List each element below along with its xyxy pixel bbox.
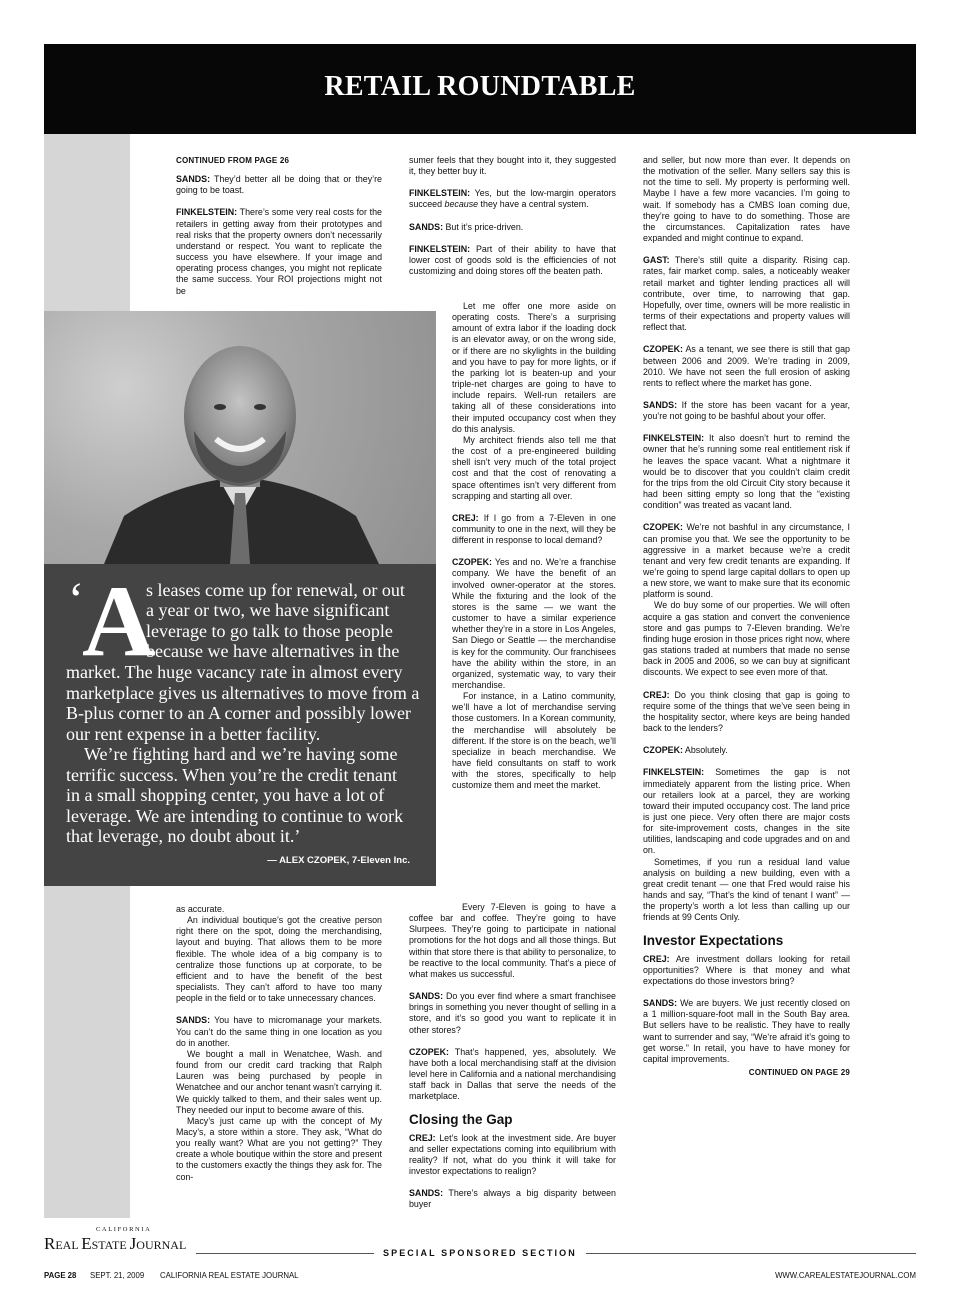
logo-main-text: REAL ESTATE JOURNAL: [44, 1234, 187, 1253]
website-url: WWW.CAREALESTATEJOURNAL.COM: [775, 1271, 916, 1280]
paragraph: as accurate.: [176, 904, 225, 914]
issue-date: SEPT. 21, 2009: [90, 1271, 145, 1280]
paragraph: SANDS: They’d better all be doing that or they’re going to be toast.: [176, 174, 382, 196]
quote-line: because we have alternatives in the: [146, 641, 400, 661]
speaker: CREJ:: [409, 1132, 436, 1143]
paragraph: and seller, but now more than ever. It depends on the motivation of the seller. Many sellers say this is not the time to sell. My property is performing well. Maybe I have a few more vacancies. I’m going to wait. If somebody has a CMBS loan coming due, they’re going to have to do something. Those are the circumstances. Capitalization rates have expanded and might continue to expand.: [643, 155, 850, 244]
quote-line: terrific success. When you’re the credit tenant: [66, 765, 398, 785]
quote-line: leverage. We are intending to continue to work: [66, 806, 404, 826]
paragraph: GAST: There’s still quite a disparity. Rising cap. rates, fair market comp. sales, a noticeably weaker retail market and tighter lending practices all will contribute, over time, to narrowing that gap. Hopefully, over time, owners will be more realistic in terms of their expectations and property values will reflect that.: [643, 255, 850, 333]
continued-on: CONTINUED ON PAGE 29: [748, 1068, 850, 1078]
paragraph: CZOPEK: Absolutely.: [643, 745, 728, 756]
sponsored-section-label: SPECIAL SPONSORED SECTION: [383, 1248, 577, 1258]
speaker: CZOPEK:: [643, 344, 683, 355]
paragraph: FINKELSTEIN: Sometimes the gap is not immediately apparent from the listing price. When our retailers look at a parcel, they are working toward their imputed occupancy cost. The land price is just one piece. Very often there are major costs for site-improvement costs, changes in the site utilities, landscaping and code upgrades and on and on.: [643, 767, 850, 856]
speaker: SANDS:: [176, 1015, 211, 1026]
publication-logo: [44, 1224, 194, 1254]
quote-line: We’re fighting hard and we’re having some: [84, 744, 398, 764]
paragraph: SANDS: You have to micromanage your markets. You can’t do the same thing in one location as you do in another.: [176, 1015, 382, 1048]
divider-line-left: [196, 1253, 374, 1254]
speaker: GAST:: [643, 255, 670, 266]
subheading-investor-expectations: Investor Expectations: [643, 932, 784, 948]
paragraph: CREJ: Are investment dollars looking for retail opportunities? Where is that money and what expectations do those investors bring?: [643, 953, 850, 986]
quote-line: leverage to go talk to those people: [146, 621, 393, 641]
speaker: FINKELSTEIN:: [643, 767, 705, 778]
speaker: SANDS:: [409, 991, 444, 1002]
paragraph: SANDS: There’s always a big disparity between buyer: [409, 1188, 616, 1210]
speaker: CZOPEK:: [643, 745, 683, 756]
paragraph: We bought a mall in Wenatchee, Wash. and found from our credit card tracking that Ralph Lauren was being purchased by people in Wenatchee and our anchor tenant wasn’t carrying it. We quickly talked to them, and their sales went up. They needed our input to become aware of this.: [176, 1048, 382, 1115]
column-1-top: [176, 155, 382, 308]
speaker: FINKELSTEIN:: [643, 433, 705, 444]
column-2-top: [409, 155, 616, 288]
quote-line: marketplace gives us alternatives to move from a: [66, 683, 420, 703]
subheading-closing-the-gap: Closing the Gap: [409, 1111, 513, 1127]
paragraph: Macy’s just came up with the concept of My Macy’s, a store within a store. They ask, “What do you really want? What are you not getting?” They create a whole boutique within the store and present to the customers exactly the things they ask for. The con-: [176, 1115, 382, 1182]
paragraph: CREJ: Do you think closing that gap is going to require some of the things that we’ve seen being in the hospitality sector, where keys are being handed back to the lenders?: [643, 689, 850, 734]
speaker: CREJ:: [643, 689, 670, 700]
paragraph: My architect friends also tell me that the cost of a pre-engineered building shell isn’t very much of the total project cost and that the cost of renovating a space oftentimes isn’t very different from scrapping and starting all over.: [452, 434, 616, 501]
speaker: CREJ:: [452, 512, 479, 523]
section-title: RETAIL ROUNDTABLE: [324, 71, 636, 102]
speaker: FINKELSTEIN:: [409, 188, 471, 199]
open-quote-mark: ‘: [68, 573, 84, 626]
paragraph: FINKELSTEIN: There’s some very real costs for the retailers in getting away from their prototypes and real risks that the property owners don’t necessarily understand or respect. You want to replicate the success you have elsewhere. If your image and operating process changes, you might not replicate the same success. Your ROI projections might not be: [176, 207, 382, 296]
paragraph: An individual boutique’s got the creative person right there on the spot, doing the merchandising, layout and buying. That allows them to be more flexible. The whole idea of a big company is to centralize those functions up at corporate, to be efficient and to have the benefit of the best specialists. They can’t afford to have too many people in the field or to take unnecessary chances.: [176, 915, 382, 1004]
paragraph: CZOPEK: We’re not bashful in any circumstance, I can promise you that. We see the opportunity to be aggressive in a market because we’re a credit tenant and very few credit tenants are expanding. If we’re going to spend large capital dollars to open up a new store, we want to make sure that its economic platform is sound.: [643, 522, 850, 600]
speaker: CZOPEK:: [643, 522, 683, 533]
publication-name: CALIFORNIA REAL ESTATE JOURNAL: [160, 1271, 299, 1280]
paragraph: FINKELSTEIN: Yes, but the low-margin operators succeed because they have a central system.: [409, 188, 616, 210]
paragraph: Let me offer one more aside on operating costs. There’s a surprising amount of extra labor if the loading dock is an elevator away, or on the wrong side, or if there are no skylights in the building and you have to pay for more lights, or if the parking lot is beaten-up and your triple-net charges are going to have to include repairs. Well-run retailers are taking all of these considerations into their imputed occupancy cost when they do this analysis.: [452, 301, 616, 434]
quote-line: market. The huge vacancy rate in almost every: [66, 662, 403, 682]
page-number: PAGE 28: [44, 1271, 77, 1280]
speaker: FINKELSTEIN:: [409, 243, 471, 254]
speaker: SANDS:: [409, 221, 444, 232]
speaker: CZOPEK:: [409, 1046, 449, 1057]
logo-small-text: CALIFORNIA: [96, 1226, 152, 1233]
paragraph: CREJ: Let’s look at the investment side. Are buyer and seller expectations coming into equilibrium with reality? If not, what do you think it will take for investor expectations to realign?: [409, 1132, 616, 1177]
pull-quote: [44, 564, 436, 886]
quote-line: s leases come up for renewal, or out: [146, 580, 405, 600]
paragraph: FINKELSTEIN: Part of their ability to have that lower cost of goods sold is the efficiencies of not customizing and doing stores off the beaten path.: [409, 243, 616, 277]
speaker: CZOPEK:: [452, 557, 492, 568]
column-2-middle: [452, 301, 616, 792]
header-banner: [44, 44, 916, 134]
paragraph: Sometimes, if you run a residual land value analysis on building a new building, even with a great credit tenant — one that Fred would raise his hands and say, “That’s the kind of tenant I want” — the property’s worth a lot less than calling up our friends at 99 Cents Only.: [643, 856, 850, 923]
column-2-bottom: [409, 902, 616, 1222]
speaker: SANDS:: [176, 174, 211, 185]
paragraph: SANDS: We are buyers. We just recently closed on a 1 million-square-foot mall in the South Bay area. But sellers have to be realistic. They have to really want to surrender and say, “We’re afraid it’s going to get worse.” In retail, you have to have money for capital improvements.: [643, 998, 850, 1064]
column-3: [643, 155, 850, 1086]
paragraph: CZOPEK: Yes and no. We’re a franchise company. We have the benefit of an involved owner-operator at the stores. While the fixturing and the look of the stores is the same — we want the customer to have a similar experience whether they’re in a store in Los Angeles, San Diego or Seattle — the merchandise is key for the community. Our franchisees have the ability within the store, in an organized, systematic way, to vary their merchandise.: [452, 557, 616, 690]
drop-cap: A: [82, 565, 156, 678]
portrait-illustration: [44, 311, 436, 564]
speaker: SANDS:: [409, 1188, 444, 1199]
quote-credit: — ALEX CZOPEK, 7-Eleven Inc.: [267, 855, 410, 866]
paragraph: CZOPEK: That’s happened, yes, absolutely. We have both a local merchandising staff at the division level here in California and a national merchandising staff back in Dallas that serve the needs of the marketplace.: [409, 1046, 616, 1102]
quote-line: that leverage, no doubt about it.’: [66, 826, 301, 846]
paragraph: SANDS: But it’s price-driven.: [409, 221, 524, 232]
quote-line: in a small shopping center, you have a lot of: [66, 785, 385, 805]
paragraph: FINKELSTEIN: It also doesn’t hurt to remind the owner that he’s running some real entitlement risk if he leaves the space vacant. What a nightmare it would be to discover that you couldn’t claim credit for the trips from the old Circuit City story because it had been sitting empty so long that the “existing condition” was treated as vacant land.: [643, 433, 850, 511]
speaker: FINKELSTEIN:: [176, 207, 238, 218]
paragraph: For instance, in a Latino community, we’ll have a lot of merchandise serving those customers. In a Korean community, the merchandise will absolutely be different. If the store is on the beach, we’ll specialize in beach merchandise. We have field consultants on staff to work with the stores, specifically to help customize them and meet the market.: [452, 691, 616, 791]
portrait-photo: [44, 311, 436, 564]
column-1-bottom: [176, 904, 382, 1183]
paragraph: We do buy some of our properties. We will often acquire a gas station and convert the convenience store and gas pumps to 7-Eleven branding. We’re finding huge erosion in those prices right now, where gas stations traded at numbers that made no sense back in 2005 and 2006, so we can buy at significant discounts. We expect to see even more of that.: [643, 600, 850, 678]
quote-line: a year or two, we have significant: [146, 600, 390, 620]
paragraph: CZOPEK: As a tenant, we see there is still that gap between 2006 and 2009. We’re trading in 2009, 2010. We have not seen the full erosion of asking rents to reflect where the market has gone.: [643, 344, 850, 388]
paragraph: SANDS: Do you ever find where a smart franchisee brings in something you never thought of selling in a store, and it’s so good you want to replicate it in other stores?: [409, 991, 616, 1035]
speaker: SANDS:: [643, 399, 678, 410]
quote-line: our rent expense in a better facility.: [66, 724, 321, 744]
paragraph: sumer feels that they bought into it, they suggested it, they better buy it.: [409, 155, 616, 177]
divider-line-right: [586, 1253, 916, 1254]
speaker: SANDS:: [643, 998, 678, 1009]
paragraph: Every 7-Eleven is going to have a coffee bar and coffee. They’re going to have Slurpees. They’re going to participate in national promotions for the hot dogs and all those things. But within that store there is that ability to personalize, to be reactive to the local community. That’s a piece of what makes us successful.: [409, 902, 616, 979]
speaker: CREJ:: [643, 953, 670, 964]
paragraph: SANDS: If the store has been vacant for a year, you’re not going to be bashful about your offer.: [643, 399, 850, 422]
paragraph: CREJ: If I go from a 7-Eleven in one community to one in the next, will they be different in response to local demand?: [452, 512, 616, 546]
quote-line: B-plus corner to an A corner and possibly lower: [66, 703, 411, 723]
continued-from: CONTINUED FROM PAGE 26: [176, 156, 290, 165]
